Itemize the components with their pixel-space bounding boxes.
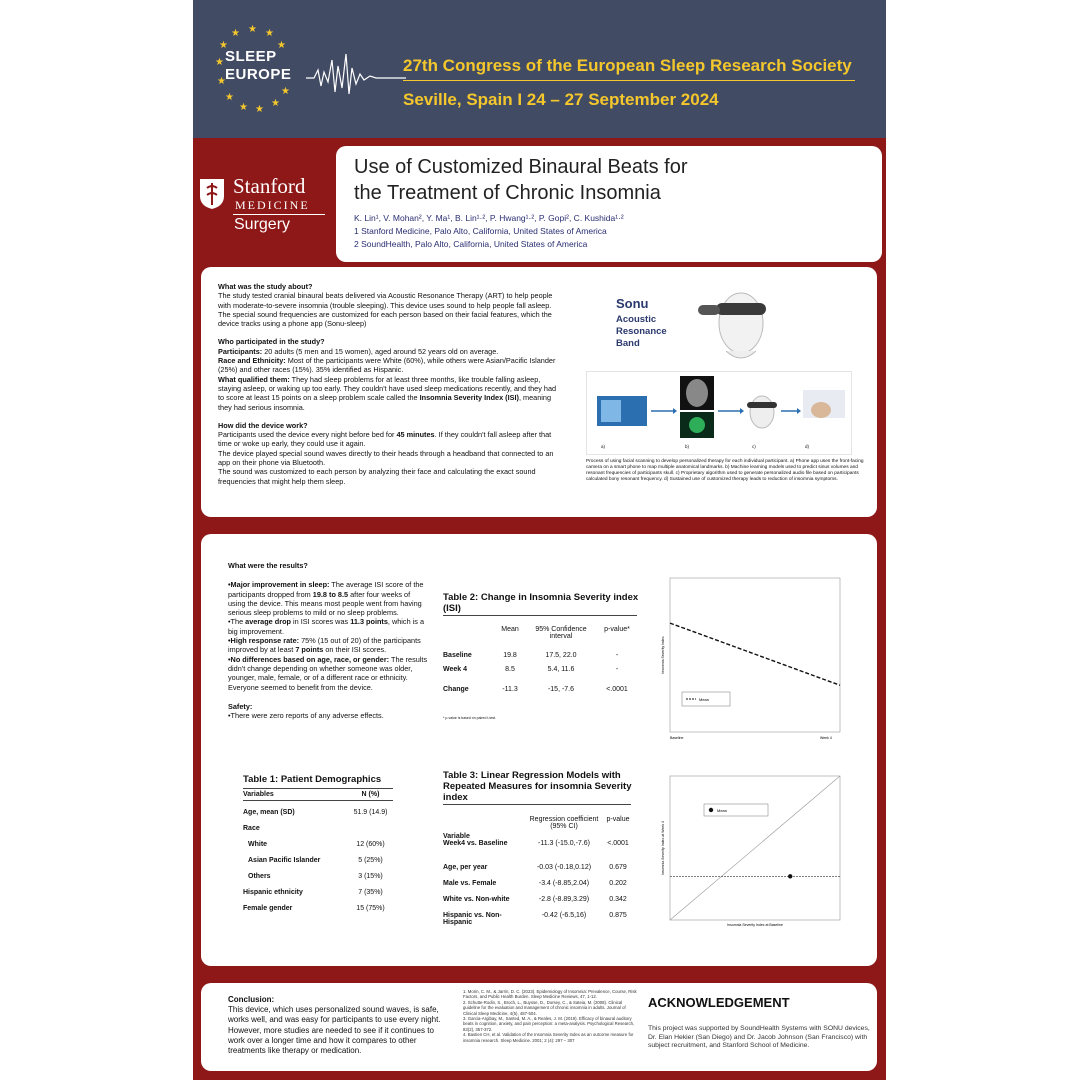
poster-title xyxy=(354,154,774,206)
svg-text:★: ★ xyxy=(281,86,290,97)
legend-box xyxy=(704,804,768,816)
step-label-b: b) xyxy=(685,444,690,449)
svg-text:★: ★ xyxy=(271,98,280,109)
table3-cell-coef: -11.3 (-15.0,-7.6) xyxy=(537,840,590,847)
table3-title: Table 3: Linear Regression Models with Repeated Measures for insomnia Severity index xyxy=(443,770,632,803)
table1-rule-top xyxy=(243,788,393,789)
table1-cell-value: 5 (25%) xyxy=(358,857,383,864)
table3-cell-variable: Age, per year xyxy=(443,864,488,871)
reference-2: 2. Schutte-Rodin, S., Broch, L., Buysse, D., Dorsey, C., & Sateia, M. (2008). Clinical guideline for the evaluation and management of chronic insomnia in adults. Journal of Clinical Sleep Medicine, 4(5), 487-504. xyxy=(463,999,626,1016)
table-row xyxy=(243,825,393,841)
table-row xyxy=(243,809,393,825)
conclusion-body: This device, which uses personalized sound waves, is safe, works well, and was easy for participants to use every night. However, more studies are needed to see if it continues to work over a longer time and how it compares to other treatments like therapy or medication. xyxy=(228,1005,441,1056)
table-row xyxy=(443,840,633,864)
table2-cell-label: Week 4 xyxy=(443,666,467,673)
table2-title: Table 2: Change in Insomnia Severity index (ISI) xyxy=(443,592,639,614)
isi-change-line-chart xyxy=(656,572,846,742)
svg-text:★: ★ xyxy=(231,28,240,39)
stanford-shield-icon xyxy=(199,178,225,210)
references-list xyxy=(463,989,638,1043)
affiliation-1: 1 Stanford Medicine, Palo Alto, California, United States of America xyxy=(354,226,607,236)
table-row xyxy=(243,889,393,905)
table3-cell-variable: Week4 vs. Baseline xyxy=(443,840,508,847)
logo-text-sleep: SLEEP xyxy=(225,48,277,65)
table1-cell-variable: Hispanic ethnicity xyxy=(243,889,303,896)
table2-head-mean: Mean xyxy=(501,626,519,633)
acknowledgement-heading: ACKNOWLEDGEMENT xyxy=(648,995,790,1010)
table1-cell-variable: Female gender xyxy=(243,905,293,912)
table1-cell-value: 15 (75%) xyxy=(356,905,385,912)
device-subtitle: Acoustic Resonance Band xyxy=(616,314,667,349)
table1-cell-value xyxy=(348,825,393,841)
table2-cell-label: Change xyxy=(443,686,469,693)
result-average-drop: •The average drop in ISI scores was 11.3 points, which is a big improvement. xyxy=(228,617,425,636)
congress-name: 27th Congress of the European Sleep Research Society xyxy=(403,56,852,75)
table-row xyxy=(443,686,637,700)
title-box xyxy=(336,146,882,262)
isi-scatter-chart xyxy=(656,772,846,934)
table2-cell-mean: -11.3 xyxy=(502,686,518,693)
mean-point xyxy=(788,874,792,878)
table1-demographics xyxy=(243,791,393,921)
table3-cell-p: 0.342 xyxy=(609,896,627,903)
stanford-department: Surgery xyxy=(234,216,291,233)
conclusion-panel xyxy=(201,983,877,1071)
study-overview-panel xyxy=(201,267,877,517)
svg-text:★: ★ xyxy=(215,57,224,68)
table1-title: Table 1: Patient Demographics xyxy=(243,774,382,785)
table3-cell-p: 0.875 xyxy=(609,912,627,919)
svg-text:★: ★ xyxy=(248,24,257,35)
brainwave-icon xyxy=(306,48,406,98)
result-no-differences: •No differences based on age, race, or gender: The results didn't change depending on whether someone was older, younger, male, female, or of a different race or ethnicity. Everyone seemed to benefit from the device. xyxy=(228,654,428,692)
table3-cell-variable: Hispanic vs. Non-Hispanic xyxy=(443,912,502,926)
table2-cell-p: - xyxy=(615,652,619,659)
table2-cell-mean: 8.5 xyxy=(505,666,515,673)
legend-swatch xyxy=(709,808,713,812)
device-sound-para: The device played special sound waves directly to their heads through a headband that connected to an app on their phone via Bluetooth. xyxy=(218,448,554,468)
stanford-medicine: MEDICINE xyxy=(235,198,310,212)
process-steps-graphic xyxy=(587,372,851,454)
table3-cell-p: 0.679 xyxy=(609,864,627,871)
title-line-1: Use of Customized Binaural Beats for xyxy=(354,156,688,178)
table-row xyxy=(443,864,633,880)
poster xyxy=(193,0,886,1080)
table3-cell-coef: -2.8 (-8.89,3.29) xyxy=(538,896,590,903)
table1-cell-variable: Race xyxy=(243,825,260,832)
heading-device: How did the device work? xyxy=(218,420,308,430)
reference-1: 1. Morin, C. M., & Jarrin, D. C. (2023). Epidemiology of Insomnia: Prevalence, Course, Risk Factors, and Public Health Burden. Sleep Medicine Reviews, 47, 1-12. xyxy=(463,989,637,1000)
table2-isi-change xyxy=(443,626,637,700)
acknowledgement-text: This project was supported by SoundHealth Systems with SONU devices, Dr. Elan Hekier (San Diego) and Dr. Jacob Johnson (San Francisco) with subject recruitment, and Stanford School of Medicine. xyxy=(648,1025,870,1049)
table2-cell-p: <.0001 xyxy=(606,686,628,693)
headband-image xyxy=(696,281,786,365)
congress-place-dates: Seville, Spain I 24 – 27 September 2024 xyxy=(403,90,719,109)
table2-rule-top xyxy=(443,615,637,616)
results-text xyxy=(228,561,428,720)
table-row xyxy=(443,666,637,686)
logo-text-europe: EUROPE xyxy=(225,66,292,83)
stanford-name: Stanford xyxy=(233,174,306,198)
table1-cell-variable: Age, mean (SD) xyxy=(243,809,295,816)
table-row xyxy=(443,896,633,912)
table3-head-p: p-value xyxy=(606,816,630,823)
table-row xyxy=(243,873,393,889)
table2-cell-label: Baseline xyxy=(443,652,472,659)
table1-cell-variable: Asian Pacific Islander xyxy=(248,857,321,864)
heading-safety: Safety: xyxy=(228,701,253,711)
reference-4: 4. Bastien CH, et al. Validation of the Insomnia Severity Index as an outcome measure for insomnia research. Sleep Medicine. 2001; 2 (4): 297 – 307 xyxy=(463,1032,634,1043)
step-label-a: a) xyxy=(601,444,606,449)
banner-divider xyxy=(403,80,855,81)
x-tick-label-week4: Week 4 xyxy=(820,736,832,740)
table2-head-p: p-value* xyxy=(604,626,630,633)
x-axis-label: Insomnia Severity Index at Baseline xyxy=(727,923,783,927)
table1-cell-variable: White xyxy=(248,841,268,848)
table3-cell-p: 0.202 xyxy=(609,880,627,887)
table2-cell-ci: 17.5, 22.0 xyxy=(545,652,577,659)
legend-label: Mean xyxy=(699,697,710,702)
y-axis-label: Insomnia Severity Index at Week 4 xyxy=(661,820,665,876)
device-name: Sonu xyxy=(616,296,649,311)
table-row xyxy=(243,857,393,873)
table-row xyxy=(443,652,637,666)
svg-text:★: ★ xyxy=(225,92,234,103)
svg-text:★: ★ xyxy=(277,40,286,51)
conclusion-text xyxy=(228,995,443,1056)
author-list: K. Lin¹, V. Mohan², Y. Ma¹, B. Lin¹·², P. Hwang¹·², P. Gopi², C. Kushida¹·² xyxy=(354,213,624,223)
table3-cell-coef: -0.03 (-0.18,0.12) xyxy=(536,864,592,871)
table3-regression xyxy=(443,816,633,928)
result-response-rate: •High response rate: 75% (15 out of 20) of the participants improved by at least 7 points on their ISI scores. xyxy=(228,636,421,655)
affiliation-2: 2 SoundHealth, Palo Alto, California, United States of America xyxy=(354,239,588,249)
table2-cell-mean: 19.8 xyxy=(503,652,517,659)
heading-results: What were the results? xyxy=(228,561,308,570)
table3-cell-p: <.0001 xyxy=(607,840,629,847)
title-line-2: the Treatment of Chronic Insomnia xyxy=(354,182,661,204)
legend-label: Mean xyxy=(717,808,728,813)
device-custom-para: The sound was customized to each person by analyzing their face and calculating the exact sound frequencies that might help them sleep. xyxy=(218,467,536,486)
plot-area xyxy=(670,578,840,732)
table3-head-coef: Regression coefficient (95% CI) xyxy=(529,816,599,830)
participants-para: Participants: 20 adults (5 men and 15 women), aged around 52 years old on average. xyxy=(218,346,499,356)
table3-cell-coef: -0.42 (-6.5,16) xyxy=(541,912,587,919)
study-overview-text xyxy=(218,282,558,486)
table3-head-variable: Variable xyxy=(443,833,470,840)
table-row xyxy=(243,905,393,921)
table2-cell-ci: 5.4, 11.6 xyxy=(547,666,575,673)
conference-banner xyxy=(193,0,886,138)
table1-cell-value: 3 (15%) xyxy=(358,873,383,880)
heading-participants: Who participated in the study? xyxy=(218,337,325,347)
table3-cell-coef: -3.4 (-8.85,2.04) xyxy=(538,880,590,887)
table3-cell-variable: White vs. Non-white xyxy=(443,896,510,903)
svg-text:★: ★ xyxy=(217,76,226,87)
table1-cell-value: 7 (35%) xyxy=(358,889,383,896)
reference-3: 3. Garcia-Argibay, M., Santed, M. A., & Reales, J. M. (2019). Efficacy of binaural auditory beats in cognition, anxiety, and pain perception: a meta-analysis. Psychological Research, 83(2), 357-372. xyxy=(463,1016,635,1032)
x-tick-label-baseline: Baseline xyxy=(670,736,684,740)
svg-text:★: ★ xyxy=(239,102,248,113)
table1-cell-value: 12 (60%) xyxy=(356,841,385,848)
table1-head-variable: Variables xyxy=(243,791,274,798)
table2-footnote: * p-value is based on paired t-test. xyxy=(443,716,497,720)
table3-rule-top xyxy=(443,804,631,805)
safety-text: •There were zero reports of any adverse effects. xyxy=(228,711,384,721)
table1-cell-value: 51.9 (14.9) xyxy=(353,809,388,816)
table3-cell-variable: Male vs. Female xyxy=(443,880,497,887)
authors-block xyxy=(354,212,624,251)
figure-caption: Process of using facial scanning to develop personalized therapy for each individual participant. a) Phone app uses the front-facing camera on a smart phone to map multiple anatomical landmarks. b) Machine learning models used to predict sinus volumes and resonant frequencies of participants skull. c) Proprietary algorithm used to generate personalized audio file based on participants calculated bony resonant frequency. d) Sustained use of customized therapy leads to reduction of insomnia symptoms. xyxy=(586,459,864,482)
svg-text:★: ★ xyxy=(255,104,264,115)
table-row xyxy=(243,841,393,857)
table2-head-ci: 95% Confidence interval xyxy=(535,626,587,640)
device-usage-para: Participants used the device every night before bed for 45 minutes. If they couldn't fall asleep after that time or woke up early, they could use it again. xyxy=(218,430,552,449)
result-improvement: •Major improvement in sleep: The average ISI score of the participants dropped from 19.8 to 8.5 after four weeks of using the device. This means most people went from having serious sleep problems to mild or no sleep problems. xyxy=(228,580,424,618)
sleep-europe-logo xyxy=(213,20,293,115)
table2-cell-ci: -15, -7.6 xyxy=(547,686,575,693)
table2-cell-p: - xyxy=(615,666,619,673)
process-figure xyxy=(586,371,852,455)
step-label-c: c) xyxy=(752,444,756,449)
y-axis-label: Insomnia Severity Index xyxy=(661,636,665,674)
study-about-text: The study tested cranial binaural beats delivered via Acoustic Resonance Therapy (ART) to help people with moderate-to-severe insomnia (trouble sleeping). This device uses sound to help people fall asleep. The special sound frequencies are customized for each person based on their facial features, which the device tracks using a phone app (Sonu-sleep) xyxy=(218,291,553,329)
stanford-divider xyxy=(233,214,325,215)
qualification-para: What qualified them: They had sleep problems for at least three months, like trouble falling asleep, staying asleep, or waking up too early. They couldn't have used sleep medications recently, and they had to score at least 15 points on a sleep problem scale called the Insomnia Severity Index (ISI), meaning they had serious insomnia. xyxy=(218,374,557,412)
table1-head-n: N (%) xyxy=(361,791,380,798)
heading-study-about: What was the study about? xyxy=(218,282,313,291)
svg-text:★: ★ xyxy=(265,28,274,39)
table1-cell-variable: Others xyxy=(248,873,271,880)
svg-text:★: ★ xyxy=(219,40,228,51)
table-row xyxy=(443,912,633,928)
heading-conclusion: Conclusion: xyxy=(228,995,275,1004)
table-row xyxy=(443,880,633,896)
step-label-d: d) xyxy=(805,444,810,449)
results-panel xyxy=(201,534,877,966)
race-para: Race and Ethnicity: Most of the participants were White (60%), while others were Asian/Pacific Islander (25%) and other races (15%). 35% identified as Hispanic. xyxy=(218,356,556,375)
